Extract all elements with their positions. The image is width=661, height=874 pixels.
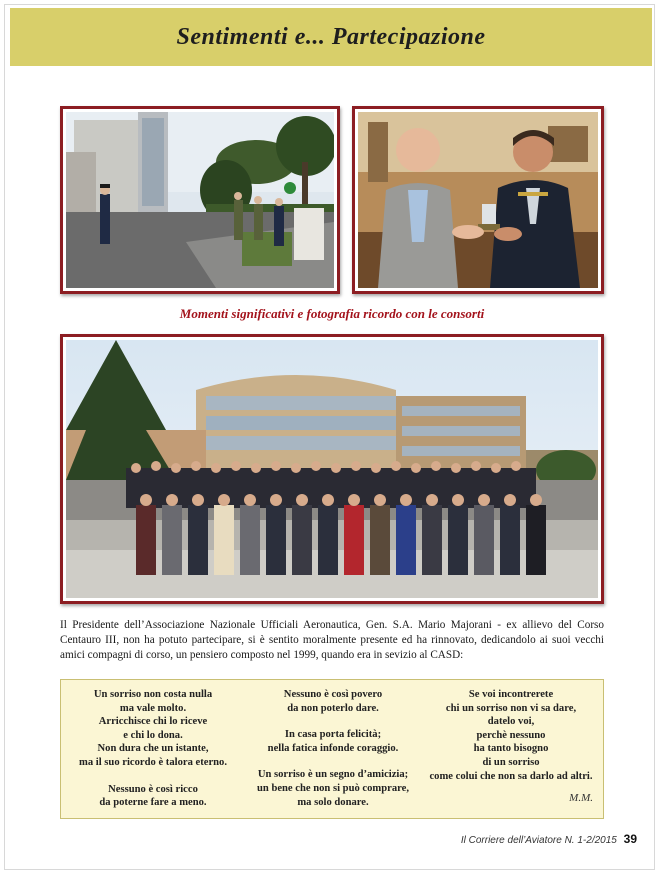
poem-column-1 — [65, 688, 241, 823]
page-title: Sentimenti e... Partecipazione — [176, 24, 486, 50]
poem-line: Arricchisce chi lo riceve — [98, 716, 208, 728]
intro-paragraph: Il Presidente dell’Associazione Nazionale Ufficiali Aeronautica, Gen. S.A. Mario Majorani - ex allievo del Corso Centauro III, non ha potuto partecipare, si è sentito moralmente presente ed ha rinnovato, dedicandolo ai suoi vecchi amici compagni di corso, un pensiero composto nel 1999, quando era in sevizio al CASD: — [60, 619, 604, 661]
photo-ceremony — [66, 112, 334, 288]
poem-stanza — [245, 768, 421, 809]
poem-line: come colui che non sa darlo ad altri. — [429, 770, 593, 782]
poem-line: di un sorriso — [482, 756, 540, 768]
poem-signature: M.M. — [569, 792, 593, 804]
photo-award-frame — [352, 106, 604, 294]
poem-line: nella fatica infonde coraggio. — [267, 742, 399, 754]
poem-line: un bene che non si può comprare, — [257, 782, 409, 794]
poem-column-2 — [245, 688, 421, 822]
photo-group-image — [66, 340, 598, 598]
poem-line: Se voi incontrerete — [468, 689, 554, 700]
photo-ceremony-frame — [60, 106, 340, 294]
photo-award-image — [358, 112, 598, 288]
poem-line: Non dura che un istante, — [97, 743, 209, 755]
poem-line: da non poterlo dare. — [287, 702, 379, 714]
photo-group-frame — [60, 334, 604, 604]
poem-line: In casa porta felicità; — [284, 729, 382, 741]
poem-box — [60, 679, 604, 819]
poem-line: ma solo donare. — [297, 796, 369, 808]
magazine-issue: Il Corriere dell’Aviatore N. 1-2/2015 — [460, 835, 617, 846]
photo-group — [66, 340, 598, 598]
poem-line: Un sorriso non costa nulla — [93, 689, 213, 700]
poem-stanza — [245, 688, 421, 715]
poem-line: da poterne fare a meno. — [99, 797, 207, 809]
page-footer — [461, 832, 637, 846]
poem-line: chi un sorriso non vi sa dare, — [445, 702, 577, 714]
poem-line: Nessuno è così povero — [283, 689, 383, 700]
poem-column-3 — [423, 688, 599, 796]
poem-line: ma il suo ricordo è talora eterno. — [79, 756, 227, 768]
poem-stanza — [65, 688, 241, 770]
poem-line: perchè nessuno — [476, 729, 546, 741]
poem-stanza — [65, 783, 241, 810]
page-number: 39 — [623, 832, 637, 846]
poem-line: ma vale molto. — [119, 702, 187, 714]
poem-line: e chi lo dona. — [123, 729, 183, 741]
photo-ceremony-image — [66, 112, 334, 288]
poem-line: Un sorriso è un segno d’amicizia; — [257, 769, 409, 781]
poem-stanza — [423, 688, 599, 783]
poem-stanza — [245, 728, 421, 755]
header-band — [10, 8, 652, 66]
photos-caption: Momenti significativi e fotografia ricordo con le consorti — [179, 306, 485, 321]
poem-line: ha tanto bisogno — [473, 743, 549, 755]
poem-line: Nessuno è così ricco — [108, 783, 198, 795]
poem-line: datelo voi, — [487, 716, 535, 728]
photo-award — [358, 112, 598, 288]
